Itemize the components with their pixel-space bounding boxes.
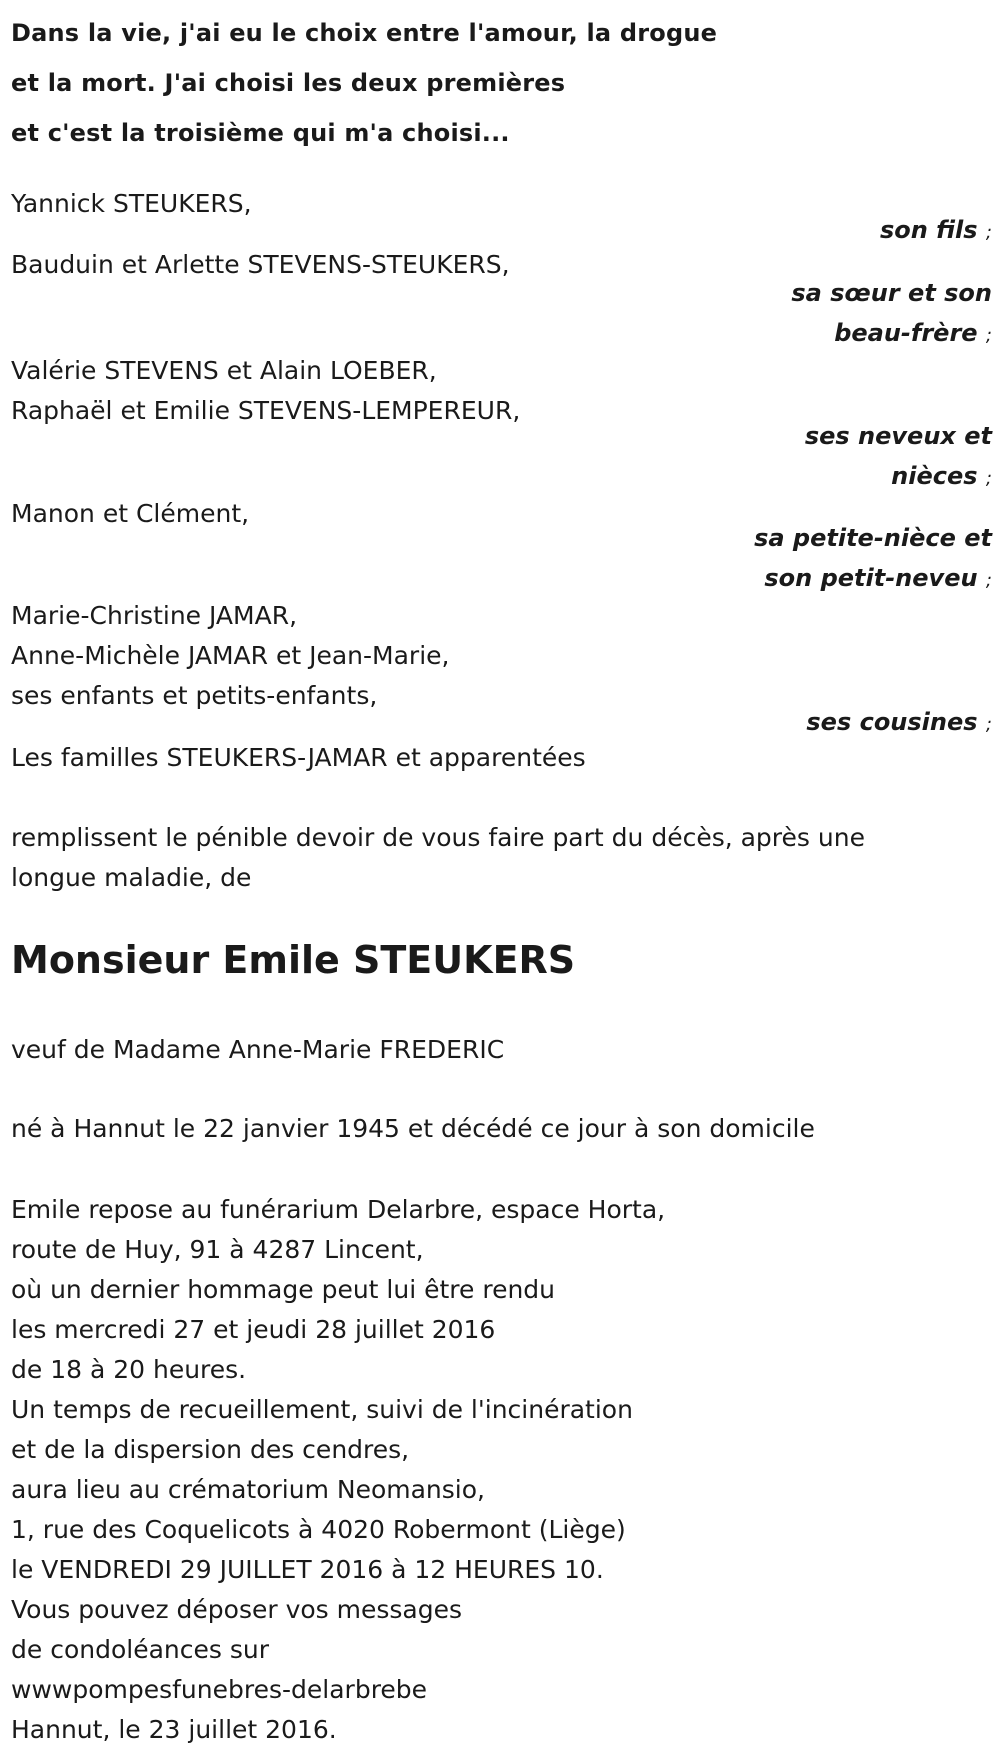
family-relation: [880, 210, 992, 253]
family-relation: [805, 416, 992, 456]
announcement-line: remplissent le pénible devoir de vous faire part du décès, après une: [11, 823, 865, 852]
detail-line: route de Huy, 91 à 4287 Lincent,: [11, 1235, 424, 1264]
epigraph-line: et c'est la troisième qui m'a choisi...: [11, 119, 510, 147]
detail-line: Hannut, le 23 juillet 2016.: [11, 1715, 337, 1744]
relation-text: ses cousines: [806, 708, 978, 736]
epigraph-line: et la mort. J'ai choisi les deux premières: [11, 69, 566, 97]
relation-text: beau-frère: [834, 319, 978, 347]
family-name-line: Valérie STEVENS et Alain LOEBER,: [11, 356, 437, 385]
funeral-details: [11, 1190, 665, 1750]
family-relation: [806, 702, 992, 745]
family-relation: [834, 313, 992, 356]
relation-text: son fils: [879, 216, 978, 244]
detail-line: le VENDREDI 29 JUILLET 2016 à 12 HEURES 10.: [11, 1555, 604, 1584]
family-relation: [791, 273, 992, 313]
relation-text: son petit-neveu: [764, 564, 978, 592]
family-name-line: Marie-Christine JAMAR,: [11, 601, 298, 630]
widower-line: veuf de Madame Anne-Marie FREDERIC: [11, 1035, 505, 1064]
deceased-name: Monsieur Emile STEUKERS: [11, 938, 576, 982]
detail-line: aura lieu au crématorium Neomansio,: [11, 1475, 485, 1504]
relation-text: sa petite-nièce et: [754, 524, 992, 552]
detail-line: Emile repose au funérarium Delarbre, espace Horta,: [11, 1195, 666, 1224]
semicolon: ;: [985, 468, 992, 489]
detail-line: et de la dispersion des cendres,: [11, 1435, 410, 1464]
birth-death-line: né à Hannut le 22 janvier 1945 et décédé ce jour à son domicile: [11, 1114, 815, 1143]
epigraph-line: Dans la vie, j'ai eu le choix entre l'amour, la drogue: [11, 19, 718, 47]
relation-text: ses neveux et: [804, 422, 992, 450]
family-relation: [764, 558, 992, 601]
family-name-line: Raphaël et Emilie STEVENS-LEMPEREUR,: [11, 396, 521, 425]
family-relation: [754, 518, 992, 558]
family-relation: [891, 456, 992, 499]
detail-line: de condoléances sur: [11, 1635, 269, 1664]
detail-line: où un dernier hommage peut lui être rendu: [11, 1275, 556, 1304]
family-name-line: Anne-Michèle JAMAR et Jean-Marie,: [11, 641, 450, 670]
family-name-line: Bauduin et Arlette STEVENS-STEUKERS,: [11, 250, 510, 279]
relation-text: nièces: [891, 462, 978, 490]
families-line: Les familles STEUKERS-JAMAR et apparentées: [11, 743, 586, 772]
semicolon: ;: [985, 570, 992, 591]
family-name-line: ses enfants et petits-enfants,: [11, 681, 378, 710]
detail-line: de 18 à 20 heures.: [11, 1355, 247, 1384]
announcement-line: longue maladie, de: [11, 863, 252, 892]
detail-line: wwwpompesfunebres-delarbrebe: [11, 1675, 428, 1704]
family-name-line: Manon et Clément,: [11, 499, 250, 528]
detail-line: Vous pouvez déposer vos messages: [11, 1595, 463, 1624]
detail-line: les mercredi 27 et jeudi 28 juillet 2016: [11, 1315, 496, 1344]
detail-line: 1, rue des Coquelicots à 4020 Robermont (Liège): [11, 1515, 626, 1544]
relation-text: sa sœur et son: [791, 279, 992, 307]
semicolon: ;: [985, 222, 992, 243]
semicolon: ;: [985, 325, 992, 346]
family-name-line: Yannick STEUKERS,: [11, 189, 252, 218]
semicolon: ;: [985, 714, 992, 735]
detail-line: Un temps de recueillement, suivi de l'incinération: [11, 1395, 633, 1424]
epigraph-quote: [11, 8, 717, 158]
